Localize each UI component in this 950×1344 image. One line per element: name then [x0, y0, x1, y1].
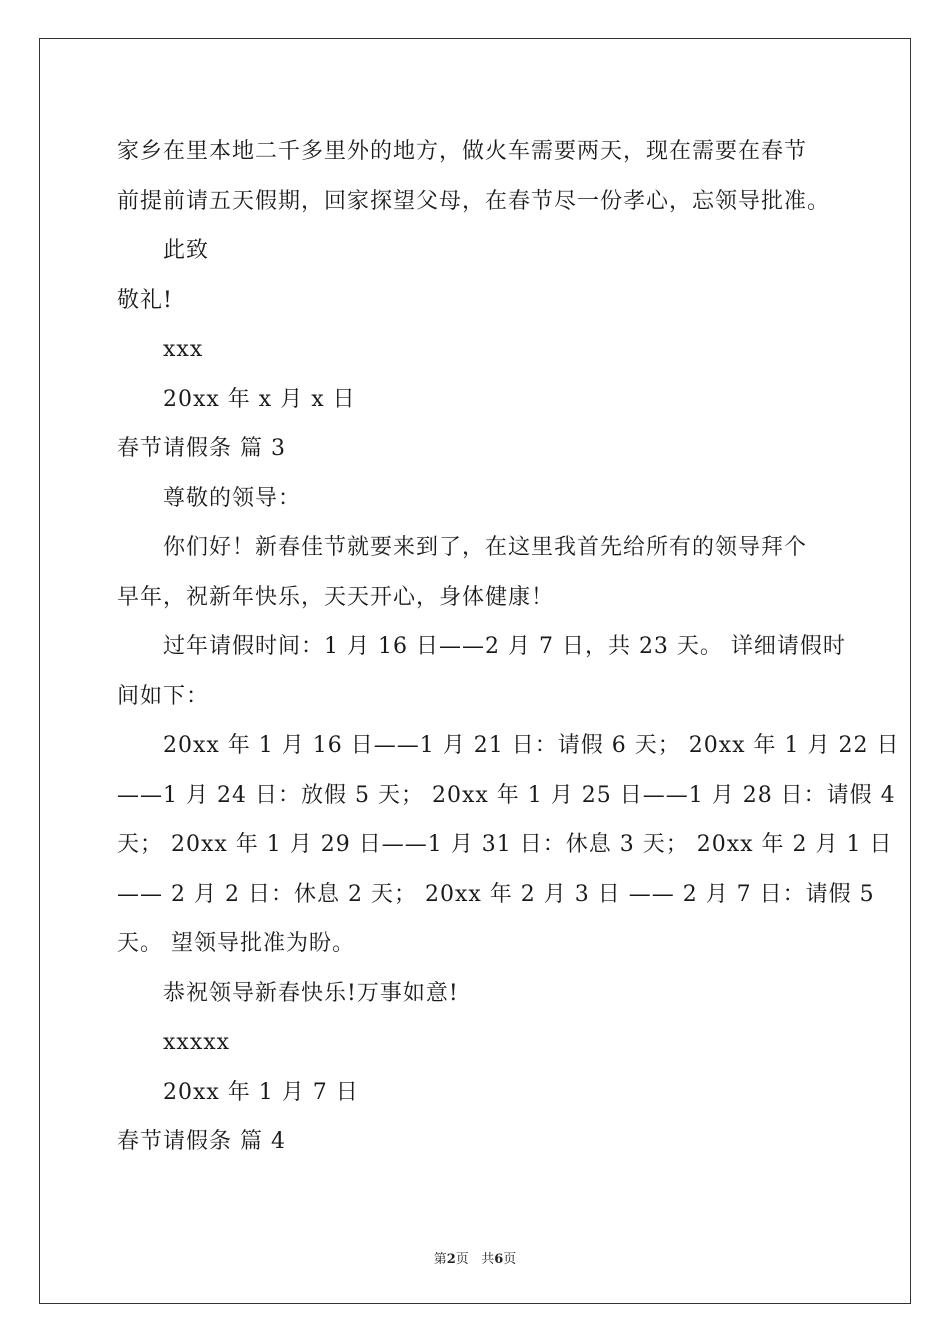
document-body — [117, 127, 900, 1167]
page-total-suffix: 页 — [503, 1252, 517, 1267]
body-line: 前提前请五天假期，回家探望父母，在春节尽一份孝心，忘领导批准。 — [117, 188, 831, 214]
section-heading: 春节请假条 篇 3 — [117, 436, 286, 461]
signature-date: 20xx 年 x 月 x 日 — [163, 386, 356, 412]
schedule-line: 天； 20xx 年 1 月 29 日——1 月 31 日：休息 3 天； 20xx 年 2 月 1 日 — [117, 832, 893, 857]
section-heading: 春节请假条 篇 4 — [117, 1129, 286, 1154]
schedule-line: ——1 月 24 日：放假 5 天； 20xx 年 1 月 25 日——1 月 28 日：请假 4 — [117, 782, 896, 808]
schedule-line: —— 2 月 2 日：休息 2 天； 20xx 年 2 月 3 日 —— 2 月 7 日：请假 5 — [117, 881, 875, 907]
closing-salutation: 此致 — [163, 238, 210, 263]
body-line: 你们好！新春佳节就要来到了，在这里我首先给所有的领导拜个 — [163, 535, 808, 560]
body-line: 家乡在里本地二千多里外的地方，做火车需要两天，现在需要在春节 — [117, 139, 808, 164]
page-number-suffix: 页 — [455, 1252, 469, 1267]
signature-name: xxxxx — [163, 1030, 231, 1055]
page-total: 6 — [494, 1252, 504, 1267]
page-number-prefix: 第 — [433, 1252, 447, 1267]
body-line: 过年请假时间：1 月 16 日——2 月 7 日，共 23 天。 详细请假时 — [163, 634, 846, 659]
page-footer — [0, 1248, 950, 1267]
page-number-current: 2 — [446, 1252, 456, 1267]
signature-date: 20xx 年 1 月 7 日 — [163, 1079, 359, 1105]
schedule-line: 20xx 年 1 月 16 日——1 月 21 日：请假 6 天； 20xx 年 1 月 22 日 — [163, 733, 900, 758]
schedule-line: 天。 望领导批准为盼。 — [117, 931, 355, 956]
greeting: 尊敬的领导： — [163, 485, 302, 511]
closing-wish: 恭祝领导新春快乐!万事如意! — [163, 980, 459, 1006]
body-line: 间如下： — [117, 683, 210, 709]
closing-regards: 敬礼! — [117, 287, 173, 313]
page-total-prefix: 共 — [481, 1252, 495, 1267]
signature-name: xxx — [163, 337, 204, 362]
body-line: 早年，祝新年快乐，天天开心，身体健康！ — [117, 584, 555, 610]
